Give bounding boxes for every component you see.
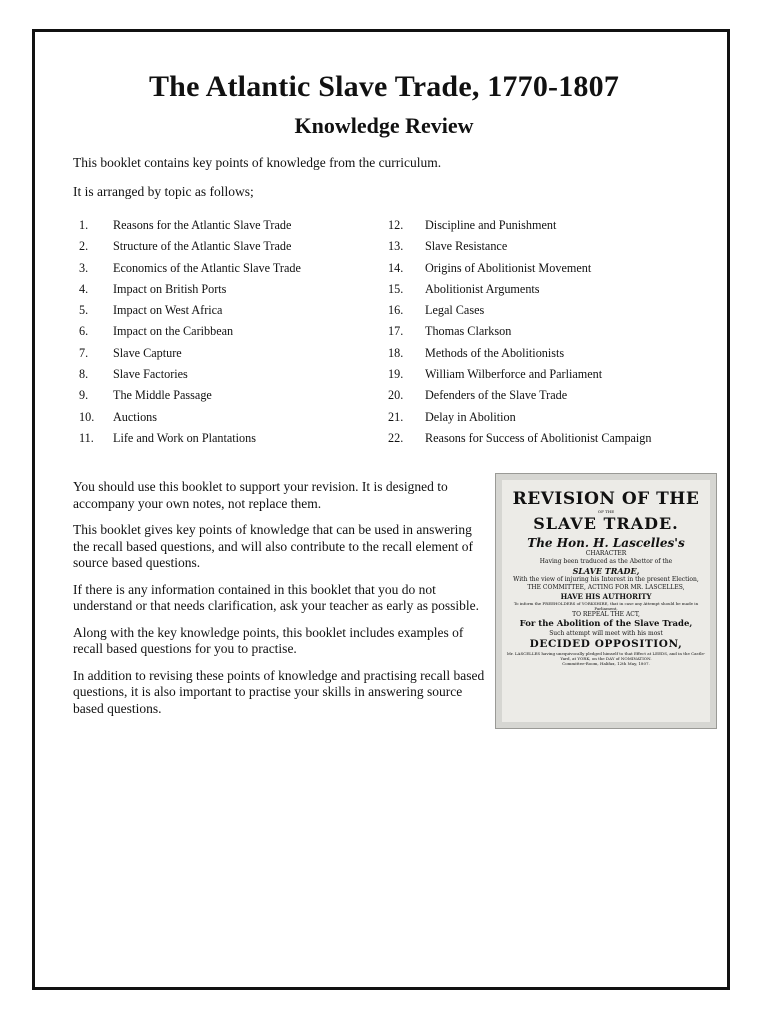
body-text xyxy=(73,479,488,727)
paragraph: This booklet gives key points of knowledge that can be used in answering the recall based questions, and will also contribute to the recall element of source based questions. xyxy=(73,522,473,570)
topic-number: 14. xyxy=(388,260,404,275)
poster-footer: Committee-Room, Halifax, 12th May, 1807. xyxy=(562,661,650,666)
topic-label: Slave Factories xyxy=(113,367,188,382)
topic-number: 10. xyxy=(79,409,95,424)
poster-big-title: SLAVE TRADE. xyxy=(533,514,679,533)
poster-heading: REVISION OF THE xyxy=(512,489,700,509)
topic-label: Structure of the Atlantic Slave Trade xyxy=(113,239,292,254)
topic-label: Thomas Clarkson xyxy=(425,324,512,339)
topic-label: Methods of the Abolitionists xyxy=(425,345,565,360)
topic-number: 6. xyxy=(79,324,89,339)
topic-label: Economics of the Atlantic Slave Trade xyxy=(113,260,301,275)
intro-line-1: This booklet contains key points of knowledge from the curriculum. xyxy=(73,155,442,170)
topic-item xyxy=(79,385,301,406)
topic-item xyxy=(388,343,651,364)
poster-name: The Hon. H. Lascelles's xyxy=(527,536,685,550)
poster-decided: DECIDED OPPOSITION, xyxy=(529,638,683,650)
poster-line-2: With the view of injuring his Interest in the present Election, xyxy=(513,576,699,583)
topic-item xyxy=(79,236,301,257)
page-title: The Atlantic Slave Trade, 1770-1807 xyxy=(148,70,620,103)
topic-label: The Middle Passage xyxy=(113,388,212,403)
topic-number: 3. xyxy=(79,260,89,275)
topic-label: Delay in Abolition xyxy=(425,409,516,424)
topic-item xyxy=(79,258,301,279)
topic-number: 9. xyxy=(79,388,89,403)
topic-label: Impact on West Africa xyxy=(113,303,223,318)
poster-character: CHARACTER xyxy=(585,550,627,557)
paragraph: You should use this booklet to support your revision. It is designed to accompany your own notes, not replace them. xyxy=(73,479,448,511)
poster-sheet xyxy=(502,480,710,722)
topic-item xyxy=(79,300,301,321)
topic-item xyxy=(79,321,301,342)
topic-item xyxy=(79,407,301,428)
topic-number: 18. xyxy=(388,345,404,360)
poster-line-4: Mr. LASCELLES having unequivocally pledged himself to that Effect at LEEDS, and in the Castle-Yard, at YORK, on the DAY of NOMINATION. xyxy=(506,651,706,661)
topic-item xyxy=(388,215,651,236)
topic-label: Impact on the Caribbean xyxy=(113,324,234,339)
topic-label: William Wilberforce and Parliament xyxy=(425,367,603,382)
topic-label: Reasons for Success of Abolitionist Campaign xyxy=(425,430,652,445)
topic-number: 2. xyxy=(79,239,89,254)
abolition-poster-image xyxy=(495,473,717,729)
topic-item xyxy=(79,364,301,385)
topic-number: 11. xyxy=(79,430,94,445)
topic-number: 15. xyxy=(388,281,404,296)
poster-line-3: To inform the FREEHOLDERS of YORKSHIRE, that in case any Attempt should be made in Parliament, xyxy=(513,601,699,611)
topic-label: Reasons for the Atlantic Slave Trade xyxy=(113,218,292,232)
poster-authority: HAVE HIS AUTHORITY xyxy=(560,592,652,601)
topic-list-right xyxy=(388,215,651,449)
topic-label: Auctions xyxy=(113,409,158,424)
page-subtitle: Knowledge Review xyxy=(294,113,474,138)
paragraph: Along with the key knowledge points, this booklet includes examples of recall based questions for you to practise. xyxy=(73,624,464,656)
poster-abolition: For the Abolition of the Slave Trade, xyxy=(519,619,693,629)
paragraph: In addition to revising these points of knowledge and practising recall based questions, it is also important to practise your skills in answering source based questions. xyxy=(73,667,485,716)
topic-item xyxy=(388,236,651,257)
paragraph: If there is any information contained in this booklet that you do not understand or that needs clarification, ask your teacher as early as possible. xyxy=(73,581,479,613)
topic-item xyxy=(388,321,651,342)
intro-line-2: It is arranged by topic as follows; xyxy=(73,184,254,199)
topic-item xyxy=(388,428,651,449)
topic-item xyxy=(79,215,301,236)
topic-number: 4. xyxy=(79,281,89,296)
topic-item xyxy=(388,279,651,300)
topic-item xyxy=(79,279,301,300)
topic-number: 17. xyxy=(388,324,404,339)
topic-label: Origins of Abolitionist Movement xyxy=(425,260,592,275)
poster-repeal: TO REPEAL THE ACT, xyxy=(572,611,640,618)
topic-number: 13. xyxy=(388,239,404,254)
topic-item xyxy=(388,258,651,279)
topic-label: Discipline and Punishment xyxy=(425,218,557,232)
topic-number: 22. xyxy=(388,430,404,445)
topic-number: 5. xyxy=(79,303,89,318)
topic-number: 16. xyxy=(388,303,404,318)
topic-number: 19. xyxy=(388,367,404,382)
topic-label: Slave Capture xyxy=(113,345,182,360)
topic-label: Legal Cases xyxy=(425,303,485,318)
topic-number: 20. xyxy=(388,388,404,403)
topic-number: 7. xyxy=(79,345,89,360)
topic-item xyxy=(388,300,651,321)
poster-committee: THE COMMITTEE, ACTING FOR MR. LASCELLES, xyxy=(527,584,685,591)
topic-item xyxy=(79,428,301,449)
poster-slave-trade: SLAVE TRADE, xyxy=(572,566,640,576)
topic-label: Life and Work on Plantations xyxy=(113,430,256,445)
topic-item xyxy=(388,385,651,406)
topic-list-left xyxy=(79,215,301,449)
poster-line-1: Having been traduced as the Abettor of the xyxy=(539,558,673,565)
topic-label: Slave Resistance xyxy=(425,239,508,254)
topic-label: Abolitionist Arguments xyxy=(425,281,540,296)
topic-number: 1. xyxy=(79,218,89,232)
poster-attempt: Such attempt will meet with his most xyxy=(549,630,663,637)
topic-number: 12. xyxy=(388,218,404,232)
poster-of: OF THE xyxy=(597,509,615,514)
topic-number: 8. xyxy=(79,367,89,382)
topic-item xyxy=(79,343,301,364)
topic-number: 21. xyxy=(388,409,404,424)
topic-item xyxy=(388,364,651,385)
topic-label: Defenders of the Slave Trade xyxy=(425,388,568,403)
topic-item xyxy=(388,407,651,428)
topic-label: Impact on British Ports xyxy=(113,281,227,296)
